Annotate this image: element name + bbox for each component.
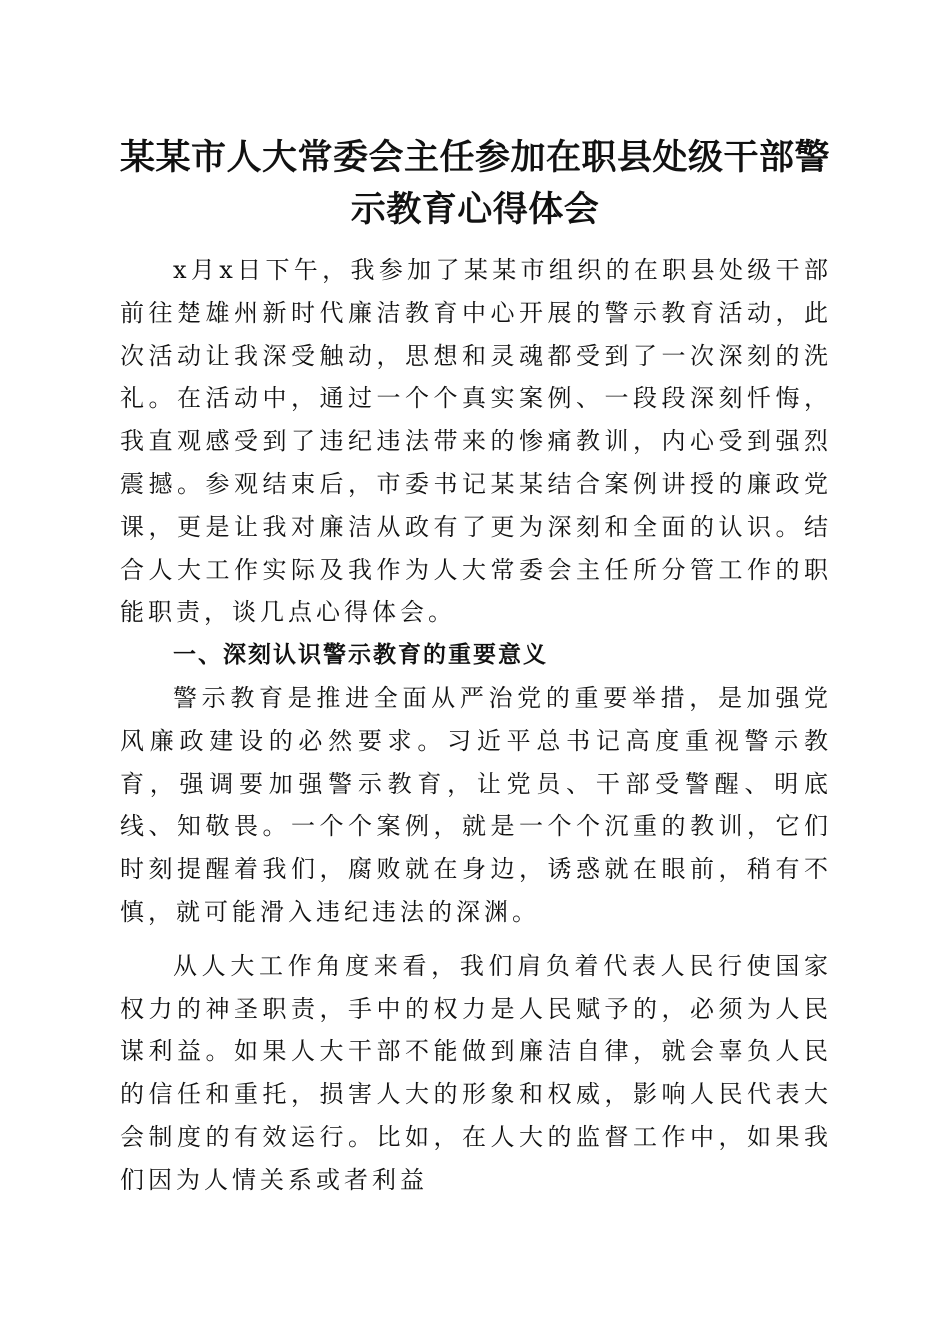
document-title-line-2: 示教育心得体会: [350, 189, 600, 230]
paragraph-intro: x月x日下午，我参加了某某市组织的在职县处级干部前往楚雄州新时代廉洁教育中心开展的警示教育活动，此次活动让我深受触动，思想和灵魂都受到了一次深刻的洗礼。在活动中，通过一个个真实案例、一段段深刻忏悔，我直观感受到了违纪违法带来的惨痛教训，内心受到强烈震撼。参观结束后，市委书记某某结合案例讲授的廉政党课，更是让我对廉洁从政有了更为深刻和全面的认识。结合人大工作实际及我作为人大常委会主任所分管工作的职能职责，谈几点心得体会。: [120, 256, 832, 627]
document-body: [120, 249, 832, 1202]
document-title: [100, 132, 850, 236]
paragraph-npc-perspective: 从人大工作角度来看，我们肩负着代表人民行使国家权力的神圣职责，手中的权力是人民赋予的，必须为人民谋利益。如果人大干部不能做到廉洁自律，就会辜负人民的信任和重托，损害人大的形象和权威，影响人民代表大会制度的有效运行。比如，在人大的监督工作中，如果我们因为人情关系或者利益: [120, 951, 832, 1194]
paragraph-warning-education: 警示教育是推进全面从严治党的重要举措，是加强党风廉政建设的必然要求。习近平总书记高度重视警示教育，强调要加强警示教育，让党员、干部受警醒、明底线、知敬畏。一个个案例，就是一个个沉重的教训，它们时刻提醒着我们，腐败就在身边，诱惑就在眼前，稍有不慎，就可能滑入违纪违法的深渊。: [120, 683, 832, 926]
section-heading-1: 一、深刻认识警示教育的重要意义: [173, 642, 548, 669]
document-title-line-1: 某某市人大常委会主任参加在职县处级干部警: [119, 137, 830, 178]
